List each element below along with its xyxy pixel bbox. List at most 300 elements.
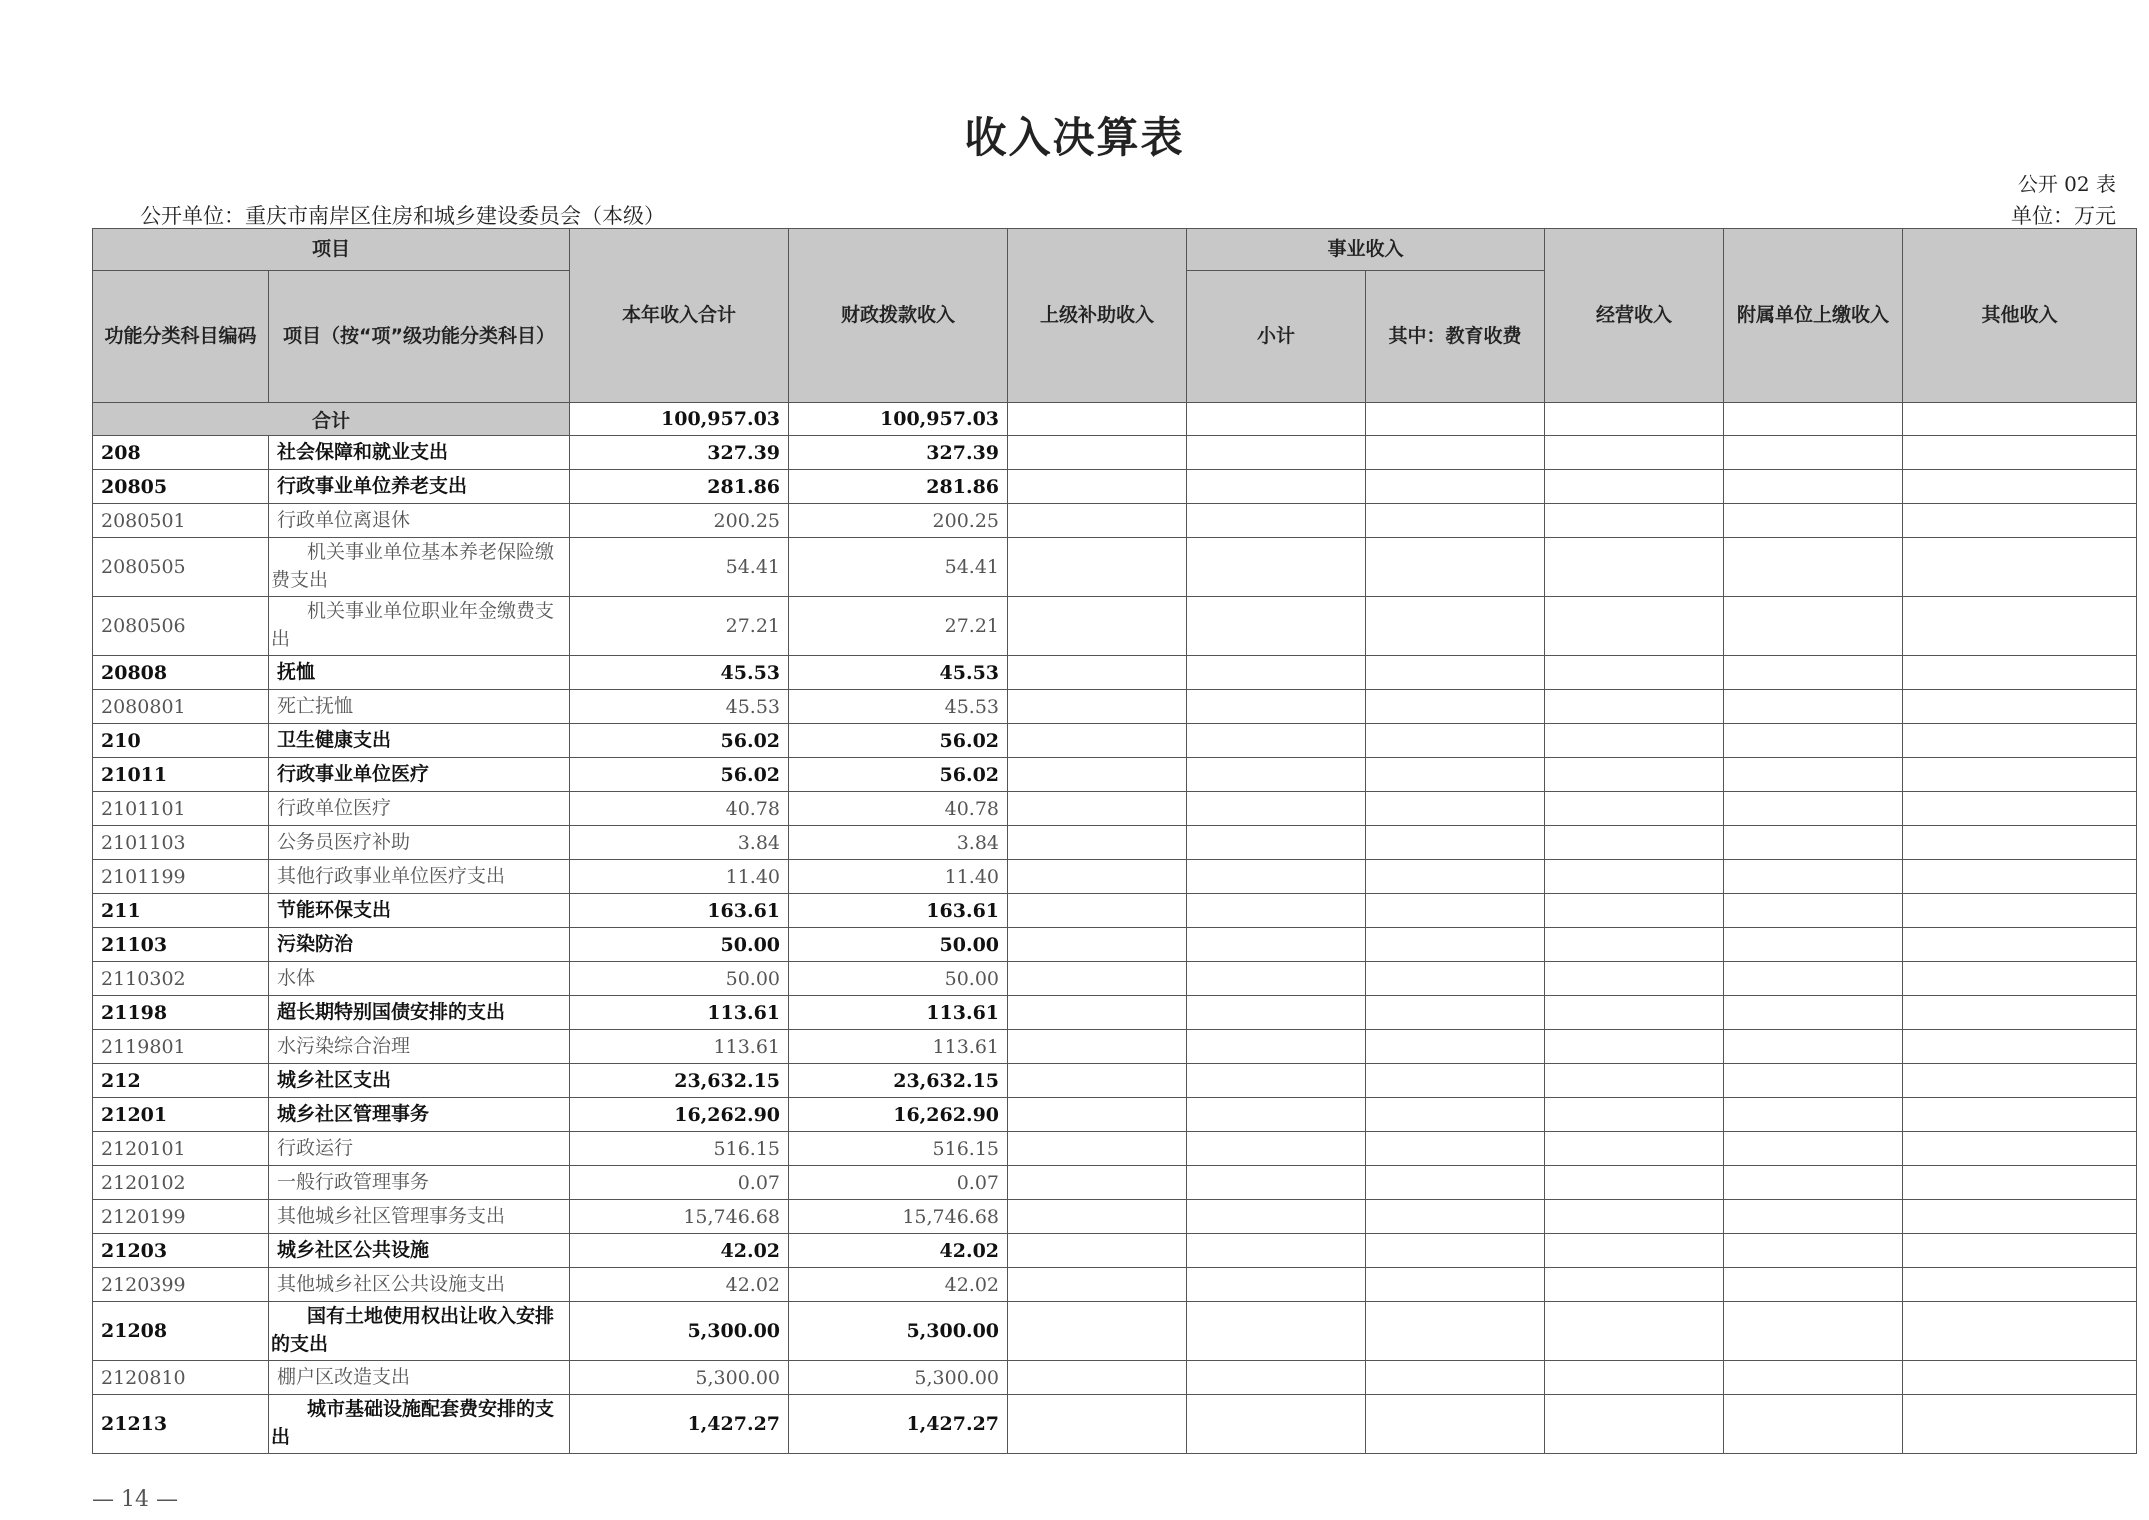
table-row bbox=[93, 1030, 2137, 1064]
empty-cell bbox=[1187, 1064, 1366, 1098]
row-fiscal: 200.25 bbox=[789, 504, 1008, 538]
empty-cell bbox=[1724, 1064, 1903, 1098]
row-fiscal: 56.02 bbox=[789, 724, 1008, 758]
row-fiscal: 11.40 bbox=[789, 860, 1008, 894]
table-row bbox=[93, 860, 2137, 894]
empty-cell bbox=[1366, 656, 1545, 690]
row-code: 2080506 bbox=[93, 597, 269, 656]
empty-cell bbox=[1366, 724, 1545, 758]
empty-cell bbox=[1366, 504, 1545, 538]
row-code: 21201 bbox=[93, 1098, 269, 1132]
row-code: 2080505 bbox=[93, 538, 269, 597]
header-fiscal: 财政拨款收入 bbox=[789, 229, 1008, 403]
total-income-value: 100,957.03 bbox=[570, 403, 789, 436]
row-code: 2101199 bbox=[93, 860, 269, 894]
row-total-income: 45.53 bbox=[570, 690, 789, 724]
header-edu-fee: 其中：教育收费 bbox=[1366, 271, 1545, 403]
empty-cell bbox=[1903, 894, 2137, 928]
empty-cell bbox=[1366, 962, 1545, 996]
row-fiscal: 113.61 bbox=[789, 996, 1008, 1030]
row-total-income: 40.78 bbox=[570, 792, 789, 826]
table-row bbox=[93, 656, 2137, 690]
empty-cell bbox=[1545, 826, 1724, 860]
empty-cell bbox=[1366, 894, 1545, 928]
row-total-income: 11.40 bbox=[570, 860, 789, 894]
row-total-income: 281.86 bbox=[570, 470, 789, 504]
empty-cell bbox=[1008, 1064, 1187, 1098]
empty-cell bbox=[1545, 1361, 1724, 1395]
empty-cell bbox=[1366, 1268, 1545, 1302]
header-total-income: 本年收入合计 bbox=[570, 229, 789, 403]
header-affiliate: 附属单位上缴收入 bbox=[1724, 229, 1903, 403]
row-name: 城乡社区支出 bbox=[269, 1064, 570, 1098]
empty-cell bbox=[1008, 470, 1187, 504]
header-other: 其他收入 bbox=[1903, 229, 2137, 403]
empty-cell bbox=[1545, 1064, 1724, 1098]
row-name: 行政运行 bbox=[269, 1132, 570, 1166]
header-business-income: 事业收入 bbox=[1187, 229, 1545, 271]
empty-cell bbox=[1724, 1268, 1903, 1302]
empty-cell bbox=[1545, 1098, 1724, 1132]
empty-cell bbox=[1724, 860, 1903, 894]
empty-cell bbox=[1903, 1132, 2137, 1166]
row-name: 国有土地使用权出让收入安排的支出 bbox=[269, 1302, 570, 1361]
row-total-income: 56.02 bbox=[570, 724, 789, 758]
header-operating: 经营收入 bbox=[1545, 229, 1724, 403]
empty-cell bbox=[1903, 1030, 2137, 1064]
row-total-income: 113.61 bbox=[570, 1030, 789, 1064]
row-total-income: 1,427.27 bbox=[570, 1395, 789, 1454]
table-row bbox=[93, 758, 2137, 792]
row-fiscal: 327.39 bbox=[789, 436, 1008, 470]
empty-cell bbox=[1187, 1200, 1366, 1234]
row-fiscal: 15,746.68 bbox=[789, 1200, 1008, 1234]
empty-cell bbox=[1903, 538, 2137, 597]
row-total-income: 50.00 bbox=[570, 962, 789, 996]
empty-cell bbox=[1545, 436, 1724, 470]
row-code: 20808 bbox=[93, 656, 269, 690]
row-fiscal: 23,632.15 bbox=[789, 1064, 1008, 1098]
row-total-income: 23,632.15 bbox=[570, 1064, 789, 1098]
empty-cell bbox=[1724, 504, 1903, 538]
empty-cell bbox=[1545, 928, 1724, 962]
empty-cell bbox=[1903, 758, 2137, 792]
row-name: 棚户区改造支出 bbox=[269, 1361, 570, 1395]
row-code: 2120399 bbox=[93, 1268, 269, 1302]
empty-cell bbox=[1187, 436, 1366, 470]
empty-cell bbox=[1008, 656, 1187, 690]
table-row bbox=[93, 1200, 2137, 1234]
empty-cell bbox=[1545, 1268, 1724, 1302]
empty-cell bbox=[1008, 1200, 1187, 1234]
row-total-income: 163.61 bbox=[570, 894, 789, 928]
row-name: 死亡抚恤 bbox=[269, 690, 570, 724]
row-name: 污染防治 bbox=[269, 928, 570, 962]
row-code: 2120199 bbox=[93, 1200, 269, 1234]
row-fiscal: 5,300.00 bbox=[789, 1302, 1008, 1361]
table-row bbox=[93, 894, 2137, 928]
row-fiscal: 45.53 bbox=[789, 690, 1008, 724]
row-total-income: 50.00 bbox=[570, 928, 789, 962]
row-total-income: 15,746.68 bbox=[570, 1200, 789, 1234]
empty-cell bbox=[1545, 504, 1724, 538]
empty-cell bbox=[1724, 1166, 1903, 1200]
row-code: 2080801 bbox=[93, 690, 269, 724]
empty-cell bbox=[1187, 656, 1366, 690]
header-project: 项目 bbox=[93, 229, 570, 271]
empty-cell bbox=[1903, 1234, 2137, 1268]
row-name: 行政事业单位养老支出 bbox=[269, 470, 570, 504]
empty-cell bbox=[1008, 1166, 1187, 1200]
row-total-income: 5,300.00 bbox=[570, 1361, 789, 1395]
empty-cell bbox=[1545, 1302, 1724, 1361]
row-code: 20805 bbox=[93, 470, 269, 504]
table-row bbox=[93, 1064, 2137, 1098]
row-name: 卫生健康支出 bbox=[269, 724, 570, 758]
empty-cell bbox=[1903, 1098, 2137, 1132]
empty-cell bbox=[1724, 538, 1903, 597]
row-code: 2080501 bbox=[93, 504, 269, 538]
empty-cell bbox=[1545, 1030, 1724, 1064]
empty-cell bbox=[1008, 1098, 1187, 1132]
table-row bbox=[93, 1132, 2137, 1166]
row-name: 水体 bbox=[269, 962, 570, 996]
row-fiscal: 113.61 bbox=[789, 1030, 1008, 1064]
empty-cell bbox=[1366, 996, 1545, 1030]
empty-cell bbox=[1187, 894, 1366, 928]
row-name: 城市基础设施配套费安排的支出 bbox=[269, 1395, 570, 1454]
empty-cell bbox=[1008, 597, 1187, 656]
empty-cell bbox=[1366, 758, 1545, 792]
empty-cell bbox=[1724, 597, 1903, 656]
empty-cell bbox=[1366, 470, 1545, 504]
empty-cell bbox=[1903, 656, 2137, 690]
row-fiscal: 50.00 bbox=[789, 962, 1008, 996]
empty-cell bbox=[1366, 860, 1545, 894]
empty-cell bbox=[1545, 656, 1724, 690]
empty-cell bbox=[1903, 470, 2137, 504]
empty-cell bbox=[1187, 538, 1366, 597]
row-code: 2101101 bbox=[93, 792, 269, 826]
form-number: 公开 02 表 bbox=[2017, 172, 2116, 196]
row-fiscal: 27.21 bbox=[789, 597, 1008, 656]
income-table bbox=[92, 228, 2137, 1454]
empty-cell bbox=[1366, 1166, 1545, 1200]
table-row bbox=[93, 504, 2137, 538]
empty-cell bbox=[1187, 826, 1366, 860]
row-fiscal: 163.61 bbox=[789, 894, 1008, 928]
empty-cell bbox=[1366, 1302, 1545, 1361]
empty-cell bbox=[1903, 962, 2137, 996]
table-row bbox=[93, 1234, 2137, 1268]
empty-cell bbox=[1545, 597, 1724, 656]
empty-cell bbox=[1187, 860, 1366, 894]
empty-cell bbox=[1724, 690, 1903, 724]
row-fiscal: 50.00 bbox=[789, 928, 1008, 962]
empty-cell bbox=[1903, 597, 2137, 656]
empty-cell bbox=[1187, 792, 1366, 826]
row-name: 其他行政事业单位医疗支出 bbox=[269, 860, 570, 894]
row-fiscal: 42.02 bbox=[789, 1268, 1008, 1302]
row-fiscal: 5,300.00 bbox=[789, 1361, 1008, 1395]
row-name: 城乡社区公共设施 bbox=[269, 1234, 570, 1268]
row-total-income: 327.39 bbox=[570, 436, 789, 470]
row-total-income: 516.15 bbox=[570, 1132, 789, 1166]
empty-cell bbox=[1545, 1132, 1724, 1166]
table-row bbox=[93, 928, 2137, 962]
row-name: 一般行政管理事务 bbox=[269, 1166, 570, 1200]
table-row bbox=[93, 1361, 2137, 1395]
empty-cell bbox=[1187, 962, 1366, 996]
row-name: 行政事业单位医疗 bbox=[269, 758, 570, 792]
row-fiscal: 516.15 bbox=[789, 1132, 1008, 1166]
empty-cell bbox=[1545, 1395, 1724, 1454]
empty-cell bbox=[1724, 826, 1903, 860]
empty-cell bbox=[1903, 826, 2137, 860]
row-code: 2120810 bbox=[93, 1361, 269, 1395]
table-row bbox=[93, 1395, 2137, 1454]
empty-cell bbox=[1903, 1200, 2137, 1234]
empty-cell bbox=[1187, 758, 1366, 792]
empty-cell bbox=[1724, 1132, 1903, 1166]
empty-cell bbox=[1366, 690, 1545, 724]
row-total-income: 16,262.90 bbox=[570, 1098, 789, 1132]
row-code: 211 bbox=[93, 894, 269, 928]
row-total-income: 27.21 bbox=[570, 597, 789, 656]
row-name: 其他城乡社区公共设施支出 bbox=[269, 1268, 570, 1302]
empty-cell bbox=[1903, 792, 2137, 826]
empty-cell bbox=[1187, 1166, 1366, 1200]
row-total-income: 45.53 bbox=[570, 656, 789, 690]
empty-cell bbox=[1366, 436, 1545, 470]
empty-cell bbox=[1545, 1234, 1724, 1268]
empty-cell bbox=[1903, 724, 2137, 758]
table-row bbox=[93, 597, 2137, 656]
empty-cell bbox=[1903, 860, 2137, 894]
row-code: 208 bbox=[93, 436, 269, 470]
row-code: 2101103 bbox=[93, 826, 269, 860]
table-row bbox=[93, 436, 2137, 470]
row-code: 210 bbox=[93, 724, 269, 758]
empty-cell bbox=[1903, 996, 2137, 1030]
empty-cell bbox=[1545, 1200, 1724, 1234]
row-name: 社会保障和就业支出 bbox=[269, 436, 570, 470]
empty-cell bbox=[1903, 1302, 2137, 1361]
empty-cell bbox=[1187, 1361, 1366, 1395]
table-row bbox=[93, 826, 2137, 860]
row-name: 抚恤 bbox=[269, 656, 570, 690]
empty-cell bbox=[1008, 826, 1187, 860]
empty-cell bbox=[1724, 928, 1903, 962]
row-total-income: 3.84 bbox=[570, 826, 789, 860]
row-total-income: 42.02 bbox=[570, 1234, 789, 1268]
table-row bbox=[93, 962, 2137, 996]
header-subtotal: 小计 bbox=[1187, 271, 1366, 403]
empty-cell bbox=[1008, 1030, 1187, 1064]
empty-cell bbox=[1187, 928, 1366, 962]
empty-cell bbox=[1187, 1030, 1366, 1064]
header-func-name: 项目（按“项”级功能分类科目） bbox=[269, 271, 570, 403]
empty-cell bbox=[1008, 1361, 1187, 1395]
empty-cell bbox=[1366, 1200, 1545, 1234]
empty-cell bbox=[1724, 1395, 1903, 1454]
empty-cell bbox=[1724, 656, 1903, 690]
row-total-income: 54.41 bbox=[570, 538, 789, 597]
table-row bbox=[93, 1268, 2137, 1302]
row-name: 行政单位医疗 bbox=[269, 792, 570, 826]
row-fiscal: 40.78 bbox=[789, 792, 1008, 826]
row-name: 机关事业单位基本养老保险缴费支出 bbox=[269, 538, 570, 597]
empty-cell bbox=[1008, 1268, 1187, 1302]
empty-cell bbox=[1008, 860, 1187, 894]
row-name: 城乡社区管理事务 bbox=[269, 1098, 570, 1132]
empty-cell bbox=[1187, 996, 1366, 1030]
row-code: 21011 bbox=[93, 758, 269, 792]
row-name: 节能环保支出 bbox=[269, 894, 570, 928]
table-row bbox=[93, 724, 2137, 758]
total-row bbox=[93, 403, 2137, 436]
empty-cell bbox=[1187, 1395, 1366, 1454]
currency-unit: 单位：万元 bbox=[2011, 204, 2116, 228]
empty-cell bbox=[1008, 1234, 1187, 1268]
row-name: 机关事业单位职业年金缴费支出 bbox=[269, 597, 570, 656]
empty-cell bbox=[1724, 1361, 1903, 1395]
empty-cell bbox=[1366, 928, 1545, 962]
empty-cell bbox=[1008, 996, 1187, 1030]
empty-cell bbox=[1008, 724, 1187, 758]
row-fiscal: 54.41 bbox=[789, 538, 1008, 597]
empty-cell bbox=[1724, 996, 1903, 1030]
empty-cell bbox=[1545, 1166, 1724, 1200]
empty-cell bbox=[1008, 436, 1187, 470]
empty-cell bbox=[1545, 470, 1724, 504]
row-code: 21213 bbox=[93, 1395, 269, 1454]
empty-cell bbox=[1187, 597, 1366, 656]
row-name: 超长期特别国债安排的支出 bbox=[269, 996, 570, 1030]
empty-cell bbox=[1545, 724, 1724, 758]
empty-cell bbox=[1008, 792, 1187, 826]
empty-cell bbox=[1545, 792, 1724, 826]
empty-cell bbox=[1008, 1302, 1187, 1361]
empty-cell bbox=[1545, 758, 1724, 792]
total-label: 合计 bbox=[93, 403, 570, 436]
empty-cell bbox=[1008, 758, 1187, 792]
empty-cell bbox=[1008, 894, 1187, 928]
row-code: 21103 bbox=[93, 928, 269, 962]
empty-cell bbox=[1903, 1395, 2137, 1454]
table-row bbox=[93, 792, 2137, 826]
empty-cell bbox=[1724, 894, 1903, 928]
empty-cell bbox=[1187, 690, 1366, 724]
empty-cell bbox=[1366, 792, 1545, 826]
empty-cell bbox=[1724, 962, 1903, 996]
empty-cell bbox=[1008, 690, 1187, 724]
row-total-income: 5,300.00 bbox=[570, 1302, 789, 1361]
table-row bbox=[93, 470, 2137, 504]
empty-cell bbox=[1724, 436, 1903, 470]
row-fiscal: 1,427.27 bbox=[789, 1395, 1008, 1454]
row-total-income: 56.02 bbox=[570, 758, 789, 792]
empty-cell bbox=[1724, 758, 1903, 792]
empty-cell bbox=[1366, 538, 1545, 597]
empty-cell bbox=[1545, 894, 1724, 928]
empty-cell bbox=[1903, 1166, 2137, 1200]
empty-cell bbox=[1008, 538, 1187, 597]
empty-cell bbox=[1366, 597, 1545, 656]
empty-cell bbox=[1008, 1132, 1187, 1166]
empty-cell bbox=[1903, 504, 2137, 538]
row-fiscal: 56.02 bbox=[789, 758, 1008, 792]
empty-cell bbox=[1903, 690, 2137, 724]
empty-cell bbox=[1724, 1200, 1903, 1234]
row-fiscal: 16,262.90 bbox=[789, 1098, 1008, 1132]
row-code: 2119801 bbox=[93, 1030, 269, 1064]
empty-cell bbox=[1724, 1098, 1903, 1132]
empty-cell bbox=[1366, 1132, 1545, 1166]
row-fiscal: 3.84 bbox=[789, 826, 1008, 860]
empty-cell bbox=[1545, 962, 1724, 996]
table-row bbox=[93, 538, 2137, 597]
empty-cell bbox=[1187, 724, 1366, 758]
row-code: 2120101 bbox=[93, 1132, 269, 1166]
row-code: 2120102 bbox=[93, 1166, 269, 1200]
empty-cell bbox=[1903, 1268, 2137, 1302]
row-total-income: 42.02 bbox=[570, 1268, 789, 1302]
row-code: 21198 bbox=[93, 996, 269, 1030]
reporting-unit: 公开单位：重庆市南岸区住房和城乡建设委员会（本级） bbox=[140, 204, 665, 228]
empty-cell bbox=[1724, 1030, 1903, 1064]
row-total-income: 200.25 bbox=[570, 504, 789, 538]
empty-cell bbox=[1008, 1395, 1187, 1454]
row-code: 21208 bbox=[93, 1302, 269, 1361]
row-name: 其他城乡社区管理事务支出 bbox=[269, 1200, 570, 1234]
empty-cell bbox=[1545, 996, 1724, 1030]
empty-cell bbox=[1903, 1361, 2137, 1395]
row-code: 21203 bbox=[93, 1234, 269, 1268]
empty-cell bbox=[1366, 1064, 1545, 1098]
empty-cell bbox=[1008, 928, 1187, 962]
empty-cell bbox=[1724, 792, 1903, 826]
empty-cell bbox=[1903, 436, 2137, 470]
row-name: 水污染综合治理 bbox=[269, 1030, 570, 1064]
empty-cell bbox=[1724, 1302, 1903, 1361]
empty-cell bbox=[1545, 860, 1724, 894]
table-row bbox=[93, 690, 2137, 724]
empty-cell bbox=[1187, 470, 1366, 504]
empty-cell bbox=[1724, 724, 1903, 758]
row-name: 公务员医疗补助 bbox=[269, 826, 570, 860]
empty-cell bbox=[1187, 1302, 1366, 1361]
empty-cell bbox=[1187, 1268, 1366, 1302]
row-fiscal: 0.07 bbox=[789, 1166, 1008, 1200]
empty-cell bbox=[1008, 962, 1187, 996]
row-fiscal: 45.53 bbox=[789, 656, 1008, 690]
table-row bbox=[93, 1166, 2137, 1200]
row-fiscal: 281.86 bbox=[789, 470, 1008, 504]
empty-cell bbox=[1724, 1234, 1903, 1268]
row-code: 2110302 bbox=[93, 962, 269, 996]
empty-cell bbox=[1366, 1098, 1545, 1132]
header-upper-subsidy: 上级补助收入 bbox=[1008, 229, 1187, 403]
empty-cell bbox=[1366, 1030, 1545, 1064]
empty-cell bbox=[1187, 1132, 1366, 1166]
empty-cell bbox=[1545, 538, 1724, 597]
header-func-code: 功能分类科目编码 bbox=[93, 271, 269, 403]
empty-cell bbox=[1187, 1234, 1366, 1268]
page-number: — 14 — bbox=[92, 1487, 178, 1512]
page-title: 收入决算表 bbox=[964, 113, 1185, 162]
empty-cell bbox=[1187, 1098, 1366, 1132]
